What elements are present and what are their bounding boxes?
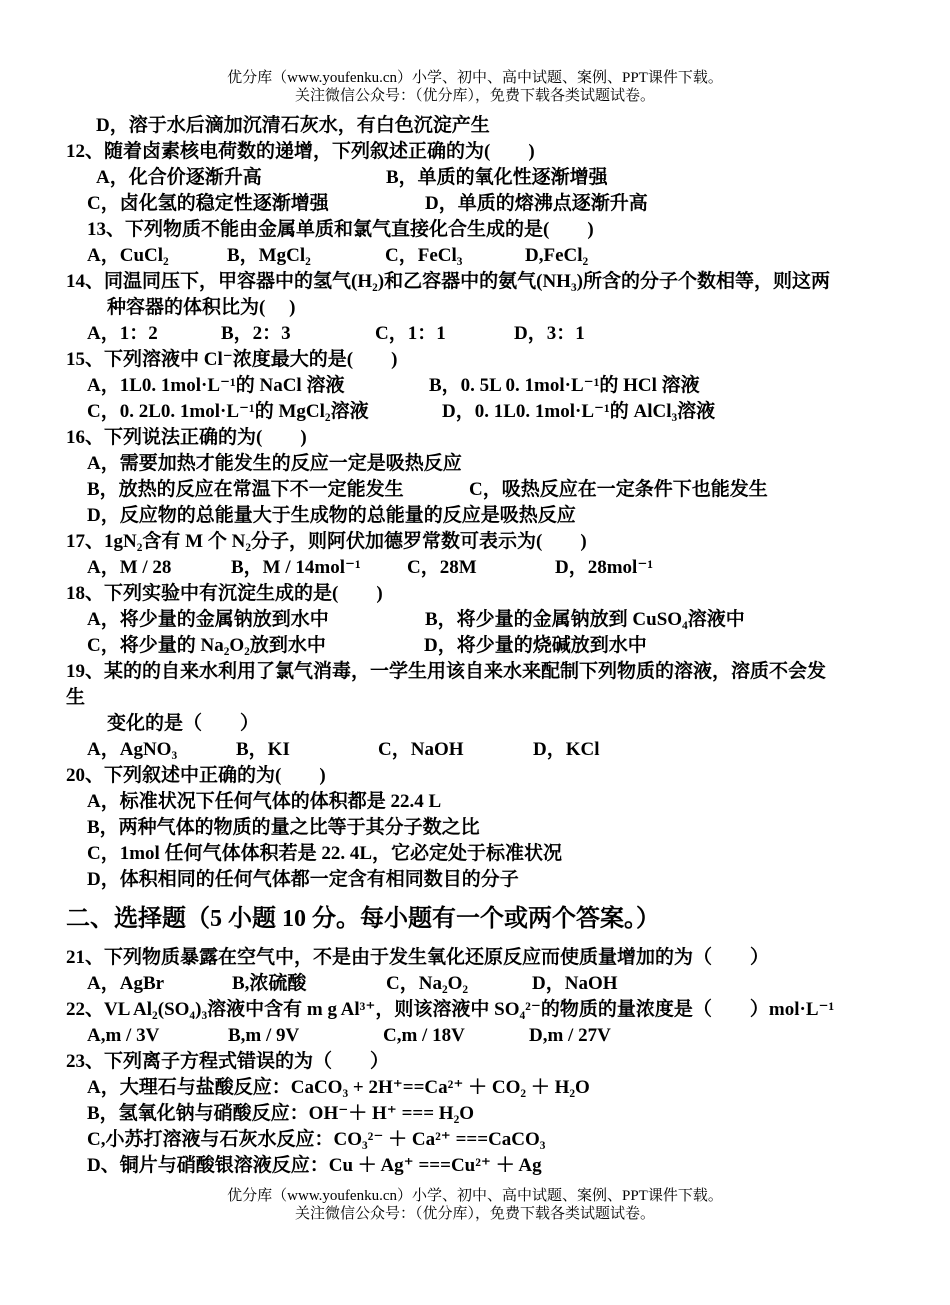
header-line-1: 优分库（www.youfenku.cn）小学、初中、高中试题、案例、PPT课件下载。	[227, 70, 723, 86]
q14-option-c: C，1：1	[375, 323, 446, 344]
q19-option-d: D，KCl	[533, 739, 600, 760]
q20-option-d: D，体积相同的任何气体都一定含有相同数目的分子	[87, 869, 519, 890]
q18-option-b: B，将少量的金属钠放到 CuSO₄溶液中	[425, 609, 745, 630]
q19-stem-end: 变化的是（ ）	[107, 713, 260, 734]
q13-option-c: C，FeCl₃	[385, 245, 463, 266]
q14-option-d: D，3：1	[514, 323, 585, 344]
q19-stem: 19、某的的自来水利用了氯气消毒，一学生用该自来水来配制下列物质的溶液，溶质不会发	[66, 661, 827, 682]
q13-stem: 13、下列物质不能由金属单质和氯气直接化合生成的是( )	[87, 219, 594, 240]
q18-option-d: D，将少量的烧碱放到水中	[424, 635, 647, 656]
q14-option-a: A，1：2	[87, 323, 158, 344]
q12-stem: 12、随着卤素核电荷数的递增，下列叙述正确的为( )	[66, 141, 535, 162]
q20-option-c: C，1mol 任何气体体积若是 22. 4L，它必定处于标准状况	[87, 843, 563, 864]
q16-option-b: B，放热的反应在常温下不一定能发生	[87, 479, 404, 500]
header-line-2: 关注微信公众号：（优分库），免费下载各类试题试卷。	[294, 88, 655, 104]
q21-option-d: D，NaOH	[532, 973, 618, 994]
q14-stem: 14、同温同压下，甲容器中的氢气(H₂)和乙容器中的氨气(NH₃)所含的分子个数相等，则这两	[66, 271, 830, 292]
q22-option-b: B,m / 9V	[228, 1025, 300, 1046]
q13-option-a: A，CuCl₂	[87, 245, 169, 266]
q13-option-b: B，MgCl₂	[227, 245, 311, 266]
q20-option-b: B，两种气体的物质的量之比等于其分子数之比	[87, 817, 480, 838]
footer-line-1: 优分库（www.youfenku.cn）小学、初中、高中试题、案例、PPT课件下载。	[227, 1188, 723, 1204]
q11-option-d: D，溶于水后滴加沉清石灰水，有白色沉淀产生	[96, 115, 490, 136]
q12-option-b: B，单质的氧化性逐渐增强	[386, 167, 608, 188]
q19-stem-continued: 生	[66, 687, 86, 708]
q22-stem: 22、VL Al₂(SO₄)₃溶液中含有 m g Al³⁺，则该溶液中 SO₄²⁻的物质的量浓度是（ ）mol·L⁻¹	[66, 999, 835, 1020]
q22-option-a: A,m / 3V	[87, 1025, 160, 1046]
q15-option-d: D，0. 1L0. 1mol·L⁻¹的 AlCl₃溶液	[442, 401, 716, 422]
q21-option-c: C，Na₂O₂	[386, 973, 469, 994]
q17-option-a: A，M / 28	[87, 557, 172, 578]
q17-option-c: C，28M	[407, 557, 477, 578]
q23-option-c: C,小苏打溶液与石灰水反应：CO₃²⁻ ＋ Ca²⁺ ===CaCO₃	[87, 1129, 546, 1150]
q22-option-d: D,m / 27V	[529, 1025, 611, 1046]
footer-line-2: 关注微信公众号：（优分库），免费下载各类试题试卷。	[294, 1206, 655, 1222]
q17-option-d: D，28mol⁻¹	[555, 557, 654, 578]
q21-option-a: A，AgBr	[87, 973, 165, 994]
q16-stem: 16、下列说法正确的为( )	[66, 427, 307, 448]
q12-option-a: A，化合价逐渐升高	[96, 167, 262, 188]
section-2-title: 二、选择题（5 小题 10 分。每小题有一个或两个答案。）	[66, 906, 660, 932]
q23-option-d: D、铜片与硝酸银溶液反应：Cu ＋ Ag⁺ ===Cu²⁺ ＋ Ag	[87, 1155, 542, 1176]
q14-stem-continued: 种容器的体积比为( )	[107, 297, 296, 318]
q12-option-d: D，单质的熔沸点逐渐升高	[425, 193, 648, 214]
q23-stem: 23、下列离子方程式错误的为（ ）	[66, 1051, 390, 1072]
q20-option-a: A，标准状况下任何气体的体积都是 22.4 L	[87, 791, 442, 812]
q23-option-a: A，大理石与盐酸反应：CaCO₃ + 2H⁺==Ca²⁺ ＋ CO₂ ＋ H₂O	[87, 1077, 590, 1098]
q15-option-a: A，1L0. 1mol·L⁻¹的 NaCl 溶液	[87, 375, 345, 396]
q21-stem: 21、下列物质暴露在空气中，不是由于发生氧化还原反应而使质量增加的为（ ）	[66, 947, 770, 968]
q18-option-c: C，将少量的 Na₂O₂放到水中	[87, 635, 326, 656]
q21-option-b: B,浓硫酸	[232, 973, 307, 994]
q14-option-b: B，2：3	[221, 323, 291, 344]
q17-option-b: B，M / 14mol⁻¹	[231, 557, 361, 578]
q18-option-a: A，将少量的金属钠放到水中	[87, 609, 329, 630]
q15-option-b: B，0. 5L 0. 1mol·L⁻¹的 HCl 溶液	[429, 375, 700, 396]
q15-option-c: C，0. 2L0. 1mol·L⁻¹的 MgCl₂溶液	[87, 401, 369, 422]
q17-stem: 17、1gN₂含有 M 个 N₂分子，则阿伏加德罗常数可表示为( )	[66, 531, 587, 552]
q23-option-b: B，氢氧化钠与硝酸反应：OH⁻＋ H⁺ === H₂O	[87, 1103, 475, 1124]
q18-stem: 18、下列实验中有沉淀生成的是( )	[66, 583, 383, 604]
q16-option-c: C，吸热反应在一定条件下也能发生	[469, 479, 768, 500]
q19-option-a: A，AgNO₃	[87, 739, 178, 760]
q20-stem: 20、下列叙述中正确的为( )	[66, 765, 326, 786]
q16-option-a: A，需要加热才能发生的反应一定是吸热反应	[87, 453, 462, 474]
q15-stem: 15、下列溶液中 Cl⁻浓度最大的是( )	[66, 349, 398, 370]
q19-option-c: C，NaOH	[378, 739, 464, 760]
q16-option-d: D，反应物的总能量大于生成物的总能量的反应是吸热反应	[87, 505, 576, 526]
q22-option-c: C,m / 18V	[383, 1025, 465, 1046]
q12-option-c: C，卤化氢的稳定性逐渐增强	[87, 193, 329, 214]
q13-option-d: D,FeCl₂	[525, 245, 589, 266]
q19-option-b: B，KI	[236, 739, 290, 760]
